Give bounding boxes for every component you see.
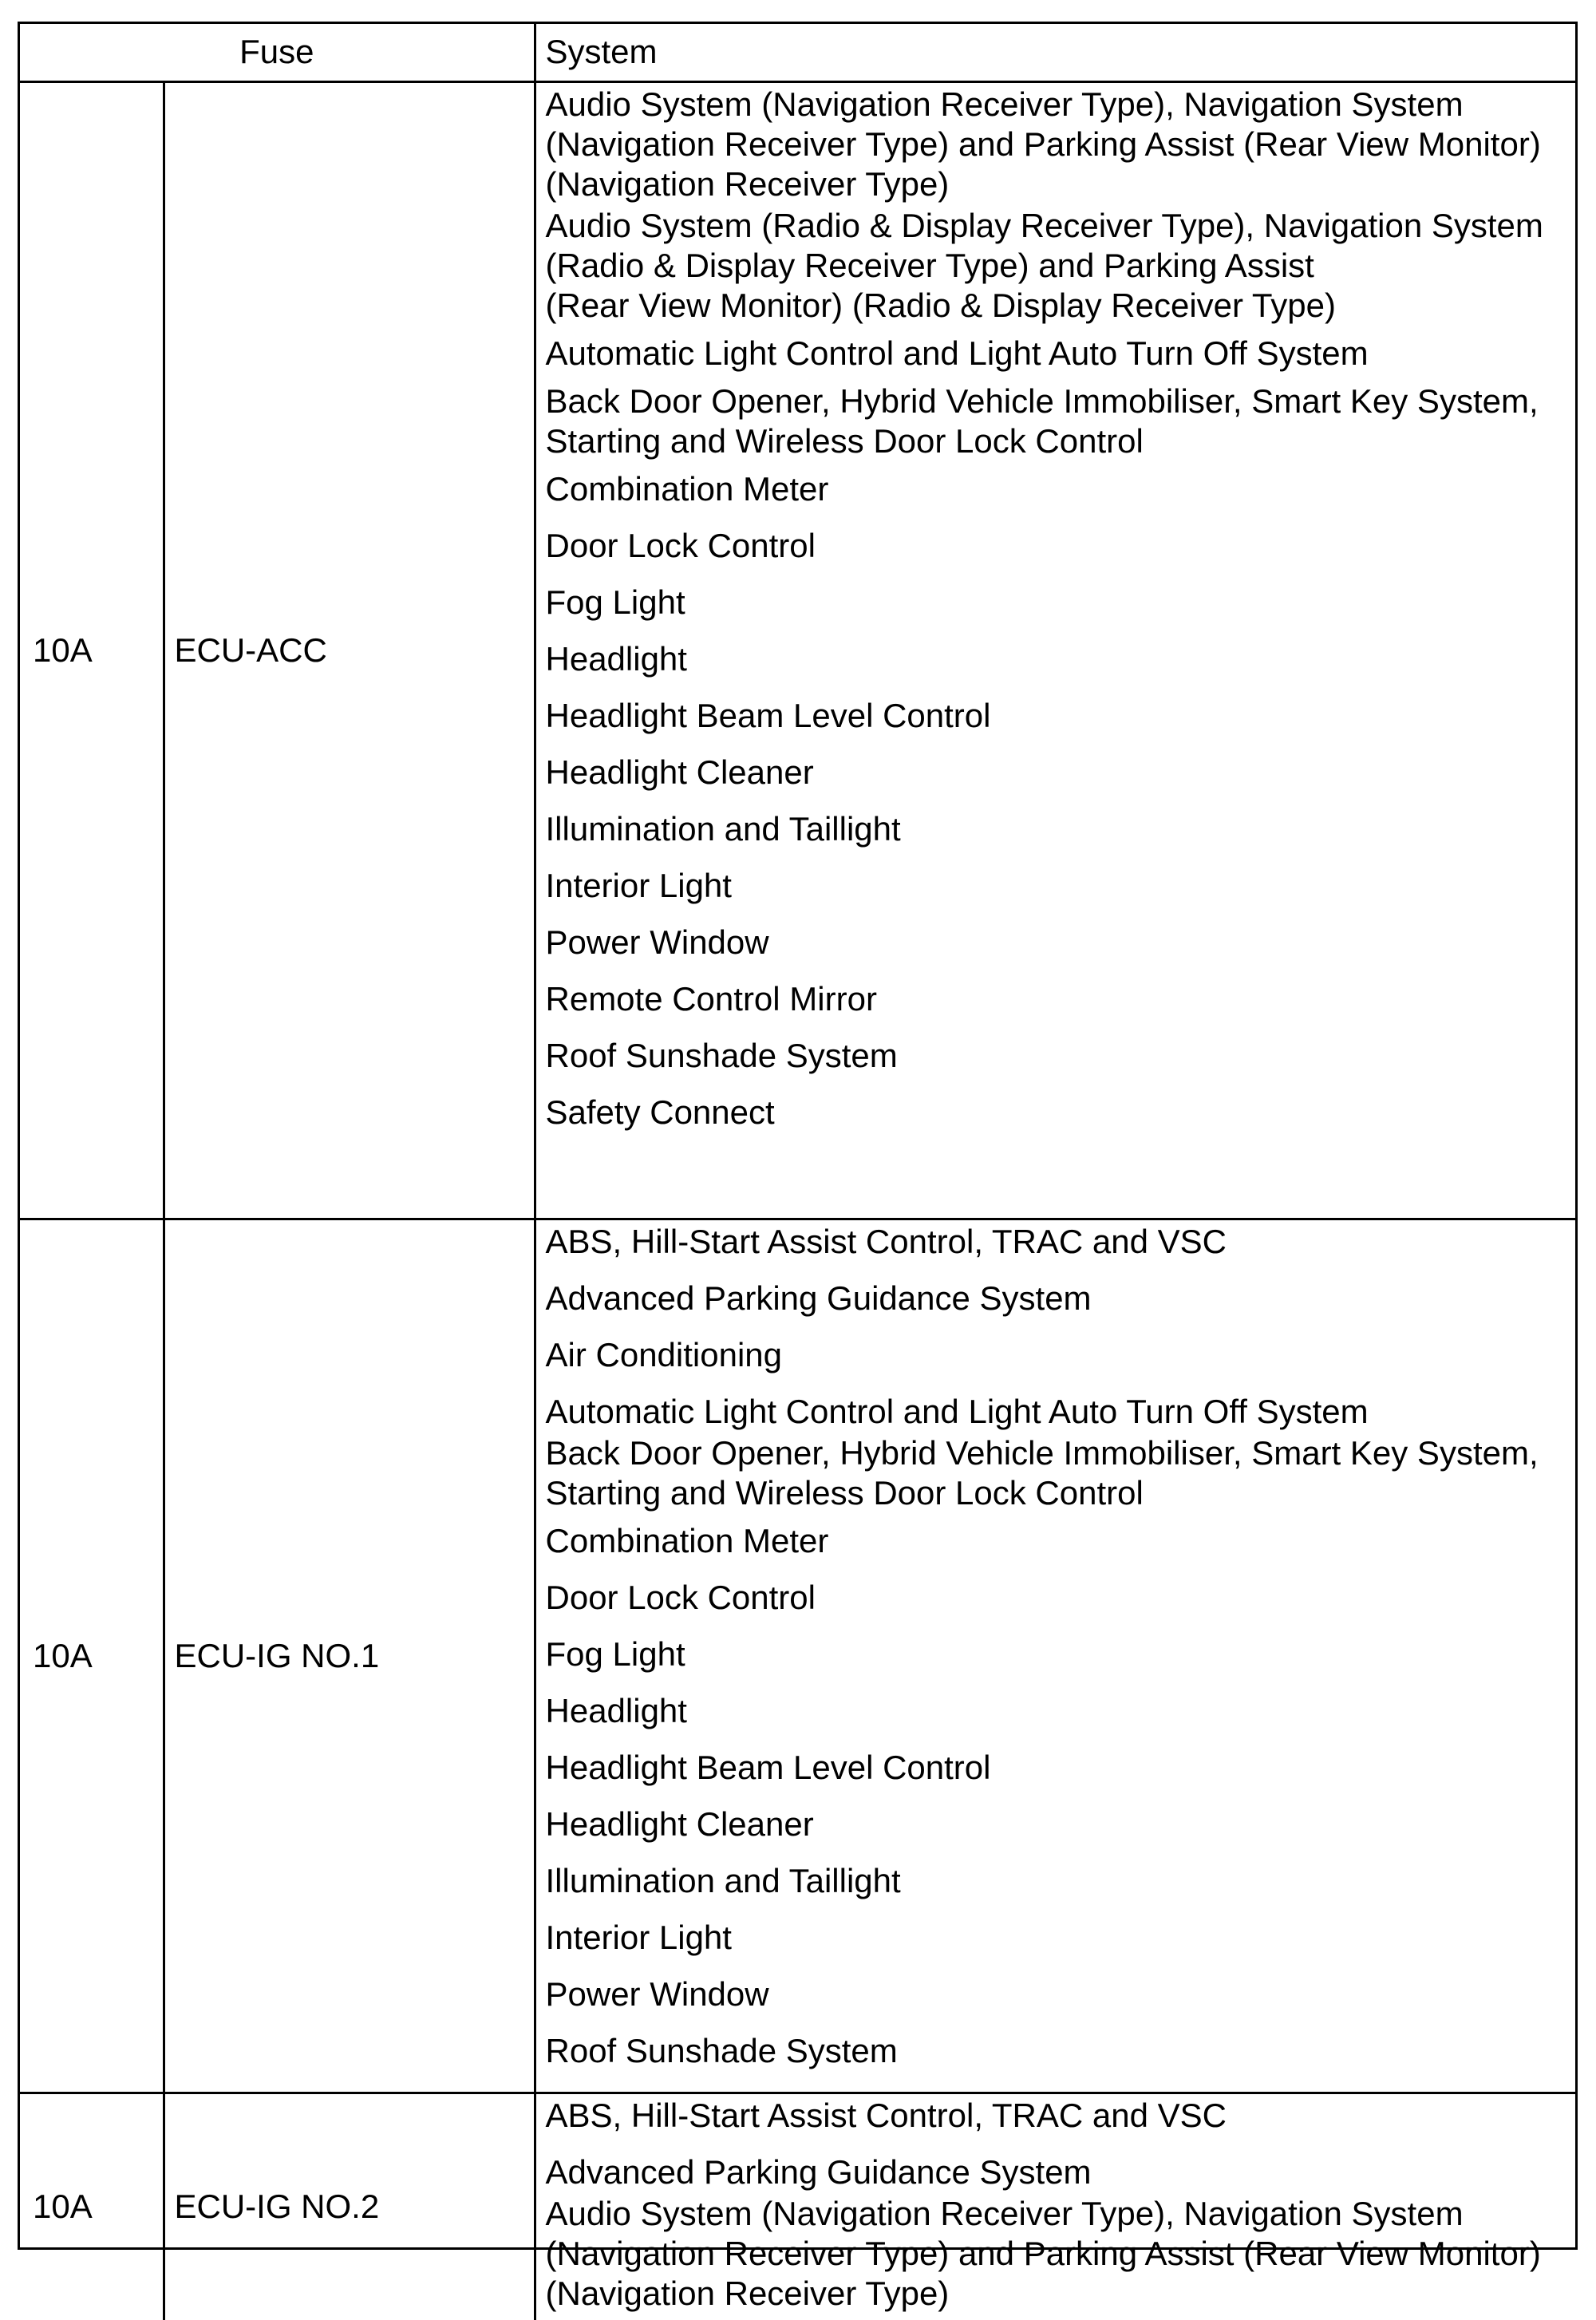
fuse-name: ECU-ACC	[164, 81, 535, 1219]
system-item: Fog Light	[545, 583, 685, 621]
system-list	[546, 2096, 1568, 2314]
fuse-amperage: 10A	[20, 81, 164, 1219]
system-item: Power Window	[545, 1974, 769, 2013]
fuse-table-body	[20, 24, 1575, 2320]
system-list	[546, 85, 1568, 1132]
system-item: ABS, Hill-Start Assist Control, TRAC and VSC	[545, 2096, 1227, 2134]
fuse-table-container	[18, 22, 1578, 2312]
system-item: Headlight Beam Level Control	[545, 696, 991, 734]
system-item: Advanced Parking Guidance System	[545, 2152, 1092, 2191]
system-item: Interior Light	[545, 1918, 732, 1956]
system-item: Combination Meter	[545, 1521, 829, 1559]
system-item: Headlight	[545, 1691, 687, 1729]
system-list-cell	[535, 81, 1575, 1219]
system-item: Roof Sunshade System	[545, 1036, 898, 1074]
system-item: Automatic Light Control and Light Auto Turn Off System	[545, 1392, 1369, 1430]
system-item: Illumination and Taillight	[545, 809, 901, 848]
fuse-name: ECU-IG NO.1	[164, 1219, 535, 2093]
system-item: Interior Light	[545, 866, 732, 904]
system-item: Headlight Beam Level Control	[545, 1748, 991, 1786]
system-list	[546, 1222, 1568, 2071]
system-item: Advanced Parking Guidance System	[545, 1279, 1092, 1317]
system-item: Audio System (Navigation Receiver Type), Navigation System (Navigation Receiver Type) and Parking Assist (Rear View Monitor) (Navigation Receiver Type)	[545, 2194, 1541, 2312]
system-item: Roof Sunshade System	[545, 2031, 898, 2069]
system-item: Audio System (Navigation Receiver Type), Navigation System (Navigation Receiver Type) and Parking Assist (Rear View Monitor) (Navigation Receiver Type)	[545, 85, 1541, 203]
fuse-amperage: 10A	[20, 2093, 164, 2320]
system-item: Air Conditioning	[545, 1335, 783, 1373]
header-fuse: Fuse	[20, 24, 535, 81]
fuse-row-ecu-acc	[20, 81, 1575, 1219]
fuse-row-ecu-ig-no1	[20, 1219, 1575, 2093]
system-item: Back Door Opener, Hybrid Vehicle Immobiliser, Smart Key System, Starting and Wireless Door Lock Control	[545, 381, 1539, 460]
system-item: Door Lock Control	[545, 1578, 816, 1616]
system-list-cell	[535, 2093, 1575, 2320]
system-item: Headlight	[545, 639, 687, 678]
system-item: Back Door Opener, Hybrid Vehicle Immobiliser, Smart Key System, Starting and Wireless Door Lock Control	[545, 1433, 1539, 1512]
fuse-amperage: 10A	[20, 1219, 164, 2093]
system-item: Fog Light	[545, 1634, 685, 1673]
system-item: Combination Meter	[545, 469, 829, 508]
system-item: Illumination and Taillight	[545, 1861, 901, 1899]
header-system: System	[535, 24, 1575, 81]
fuse-name: ECU-IG NO.2	[164, 2093, 535, 2320]
system-list-cell	[535, 1219, 1575, 2093]
system-item: Audio System (Radio & Display Receiver Type), Navigation System (Radio & Display Receiver Type) and Parking Assist (Rear View Monitor) (Radio & Display Receiver Type)	[545, 206, 1543, 324]
fuse-row-ecu-ig-no2	[20, 2093, 1575, 2320]
system-item: ABS, Hill-Start Assist Control, TRAC and VSC	[545, 1222, 1227, 1260]
fuse-table	[20, 24, 1575, 2320]
system-item: Power Window	[545, 923, 769, 961]
header-row	[20, 24, 1575, 81]
system-item: Headlight Cleaner	[545, 753, 814, 791]
system-item: Safety Connect	[545, 1093, 775, 1131]
system-item: Automatic Light Control and Light Auto Turn Off System	[545, 334, 1369, 372]
system-item: Headlight Cleaner	[545, 1804, 814, 1843]
system-item: Remote Control Mirror	[545, 979, 877, 1018]
system-item: Door Lock Control	[545, 526, 816, 564]
